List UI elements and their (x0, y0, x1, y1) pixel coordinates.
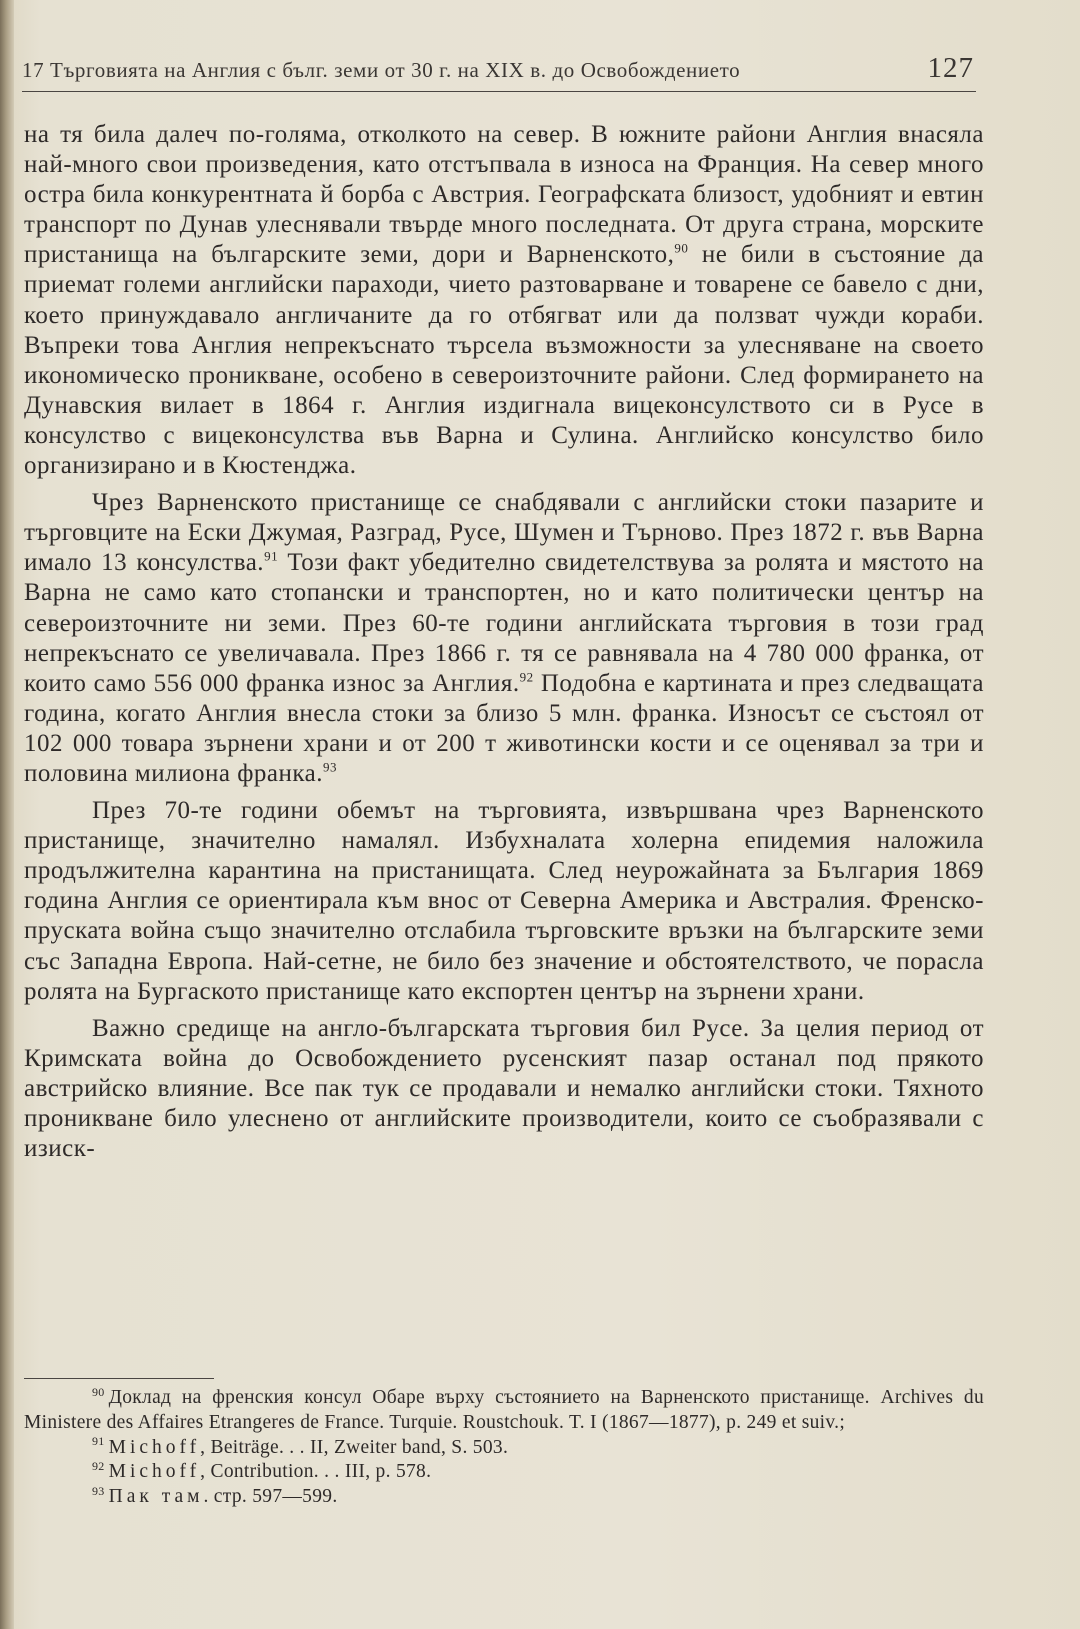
footnote (24, 1485, 984, 1510)
footnote (24, 1436, 984, 1461)
header-rule (22, 91, 976, 92)
running-head (22, 50, 976, 90)
paragraph: Чрез Варненското пристанище се снабдявали с английски стоки пазарите и търговците на Ески Джумая, Разград, Русе, Шумен и Търново. През 1872 г. във Варна имало 13 консулства.$^{91}$ Този факт убедително свидетелствува за ролята и мястото на Варна не само като стопански и транспортен, но и като политически център на североизточните ни земи. През 60-те години английската търговия в този град непрекъснато се увеличавала. През 1866 г. тя се равнявала на 4 780 000 франка, от които само 556 000 франка износ за Англия.$^{92}$ Подобна е картината и през следващата година, когато Англия внесла стоки за близо 5 млн. франка. Износът се състоял от 102 000 товара зърнени храни и от 200 т животински кости и се оценявал за три и половина милиона франка.$^{93}$ (24, 489, 985, 787)
footnote-number: 90 (92, 1384, 105, 1399)
paragraph: Важно средище на англо-българската търговия бил Русе. За целия период от Кримската война до Освобождението русенският пазар останал под прякото австрийско влияние. Все пак тук се продавали и немалко английски стоки. Тяхното проникване било улеснено от английските производители, които се съобразявали с изиск- (24, 1014, 984, 1163)
running-title: 17 Търговията на Англия с бълг. земи от 30 г. на XIX в. до Освобождението (22, 58, 741, 82)
footnote-number: 91 (92, 1434, 105, 1449)
paragraph: на тя била далеч по-голяма, отколкото на север. В южните райони Англия внасяла най-много свои произведения, като отстъпвала в износа на Франция. На север много остра била конкурентната й борба с Австрия. Географската близост, удобният и евтин транспорт по Дунав улеснявали твърде много последната. От друга страна, морските пристанища на българските земи, дори и Варненското,$^{90}$ не били в състояние да приемат големи английски параходи, чието разтоварване и товарене се бавело с дни, което принуждавало англичаните да го отбягват или да ползват чужди кораби. Въпреки това Англия непрекъснато търсела възможности за улесняване на своето икономическо проникване, особено в североизточните райони. След формирането на Дунавския вилает в 1864 г. Англия издигнала вицеконсулството си в Русе в консулство с вицеконсулства във Варна и Сулина. Английско консулство било организирано и в Кюстенджа. (24, 121, 985, 480)
footnote-text: , Contribution. . . III, p. 578. (200, 1461, 432, 1483)
footnote-author: Michoff (108, 1436, 201, 1458)
footnotes (24, 1386, 984, 1510)
footnote-ref: 93 (323, 759, 337, 775)
footnote-rule (24, 1378, 214, 1379)
footnote-ref: 91 (264, 548, 279, 564)
footnote-number: 93 (92, 1483, 105, 1498)
footnote (24, 1386, 984, 1436)
paragraph: През 70-те години обемът на търговията, извършвана чрез Варненското пристанище, значително намалял. Избухналата холерна епидемия наложила продължителна карантина на пристанищата. След неурожайната за България 1869 година Англия се ориентирала към внос от Северна Америка и Австралия. Френско-пруската война също значително отслабила търговските връзки на българските земи със Западна Европа. Най-сетне, не било без значение и обстоятелството, че порасла ролята на Бургаското пристанище като експортен център на зърнени храни. (24, 797, 984, 1005)
footnote-author: Пак там (108, 1486, 204, 1508)
footnote-ref: 90 (674, 241, 689, 257)
footnote-author: Michoff (108, 1461, 201, 1483)
footnote (24, 1460, 984, 1485)
book-spine-shadow (0, 0, 14, 1629)
footnote-number: 92 (92, 1458, 105, 1473)
footnote-text: , Beiträge. . . II, Zweiter band, S. 503. (200, 1436, 509, 1458)
footnote-text: Доклад на френския консул Обаре върху състоянието на Варненското пристанище. Archives du Ministere des Affaires Etrangeres de France. Turquie. Roustchouk. T. I (1867—1877), p. 249 et suiv.; (24, 1387, 984, 1433)
page-number: 127 (927, 52, 974, 84)
footnote-text: . стр. 597—599. (203, 1486, 338, 1508)
footnote-ref: 92 (519, 669, 534, 685)
body-text (24, 120, 984, 1164)
